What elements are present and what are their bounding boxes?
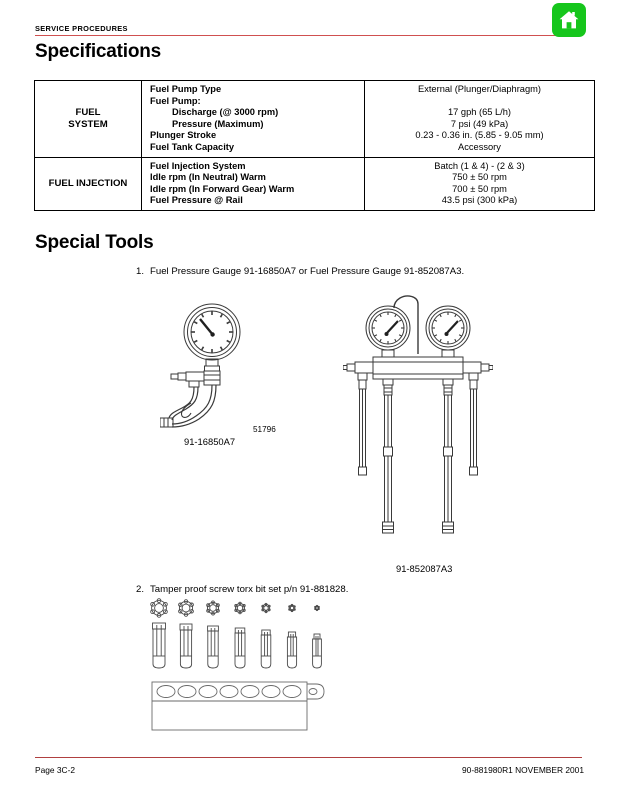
- footer-page-number: Page 3C-2: [35, 765, 76, 775]
- figure-part-number: 91-852087A3: [396, 563, 453, 574]
- spec-item: Fuel Tank Capacity: [150, 141, 235, 152]
- row-items-fuel-system: [142, 81, 365, 158]
- spec-value: Accessory: [458, 141, 501, 152]
- spec-item: Idle rpm (In Forward Gear) Warm: [150, 183, 295, 194]
- row-values-fuel-system: [365, 81, 595, 158]
- spec-item: Idle rpm (In Neutral) Warm: [150, 172, 266, 183]
- footer-document-number: 90-881980R1 NOVEMBER 2001: [462, 765, 584, 775]
- spec-item: Fuel Pressure @ Rail: [150, 195, 243, 206]
- home-icon[interactable]: [552, 3, 586, 37]
- spec-value: 17 gph (65 L/h): [447, 107, 512, 118]
- category-line: FUEL INJECTION: [48, 177, 128, 189]
- spec-value: 7 psi (49 kPa): [450, 118, 509, 129]
- figure-fuel-pressure-gauge-manifold: [343, 292, 493, 567]
- spec-value: 700 ± 50 rpm: [452, 183, 507, 194]
- row-items-fuel-injection: [142, 157, 365, 210]
- table-row: [35, 81, 595, 158]
- header-rule: [35, 35, 582, 36]
- list-item-label: Tamper proof screw torx bit set p/n 91-881828.: [150, 584, 349, 595]
- row-category-fuel-injection: [35, 157, 142, 210]
- list-item-number: 2.: [135, 584, 144, 595]
- special-tools-title: Special Tools: [35, 232, 154, 253]
- gauge-manifold-drawing: [343, 292, 493, 562]
- row-category-fuel-system: [35, 81, 142, 158]
- spec-item: Fuel Injection System: [150, 160, 246, 171]
- torx-set-drawing: [148, 598, 338, 738]
- figure-ref-number: 51796: [253, 425, 276, 434]
- footer-rule: [35, 757, 582, 758]
- torx-bits: [153, 623, 322, 668]
- running-head: SERVICE PROCEDURES: [35, 24, 128, 33]
- torx-holder: [152, 682, 324, 730]
- list-item-number: 1.: [135, 266, 144, 277]
- gauge-single-drawing: [160, 296, 290, 436]
- page-title: Specifications: [35, 41, 162, 62]
- spec-value: Batch (1 & 4) - (2 & 3): [434, 160, 525, 171]
- spec-item: Pressure (Maximum): [172, 118, 264, 129]
- home-glyph: [556, 7, 582, 33]
- spec-value: External (Plunger/Diaphragm): [418, 84, 541, 94]
- figure-torx-bit-set: [148, 598, 338, 743]
- spec-item: Fuel Pump:: [150, 95, 201, 106]
- list-item-label: Fuel Pressure Gauge 91-16850A7 or Fuel Pressure Gauge 91-852087A3.: [150, 266, 465, 277]
- figure-fuel-pressure-gauge-single: [160, 296, 290, 441]
- spec-value: 0.23 - 0.36 in. (5.85 - 9.05 mm): [415, 130, 544, 141]
- spec-item: Plunger Stroke: [150, 130, 217, 141]
- spec-item: Discharge (@ 3000 rpm): [172, 107, 279, 118]
- row-values-fuel-injection: [365, 157, 595, 210]
- table-row: [35, 157, 595, 210]
- spec-value: 43.5 psi (300 kPa): [441, 195, 518, 206]
- torx-profiles: [151, 599, 320, 618]
- spec-item: Fuel Pump Type: [150, 84, 222, 94]
- category-line: FUEL: [75, 106, 101, 118]
- page-header: [0, 0, 617, 46]
- specifications-table: [34, 80, 595, 211]
- category-line: SYSTEM: [68, 118, 108, 130]
- figure-part-number: 91-16850A7: [184, 436, 236, 447]
- spec-value: 750 ± 50 rpm: [452, 172, 507, 183]
